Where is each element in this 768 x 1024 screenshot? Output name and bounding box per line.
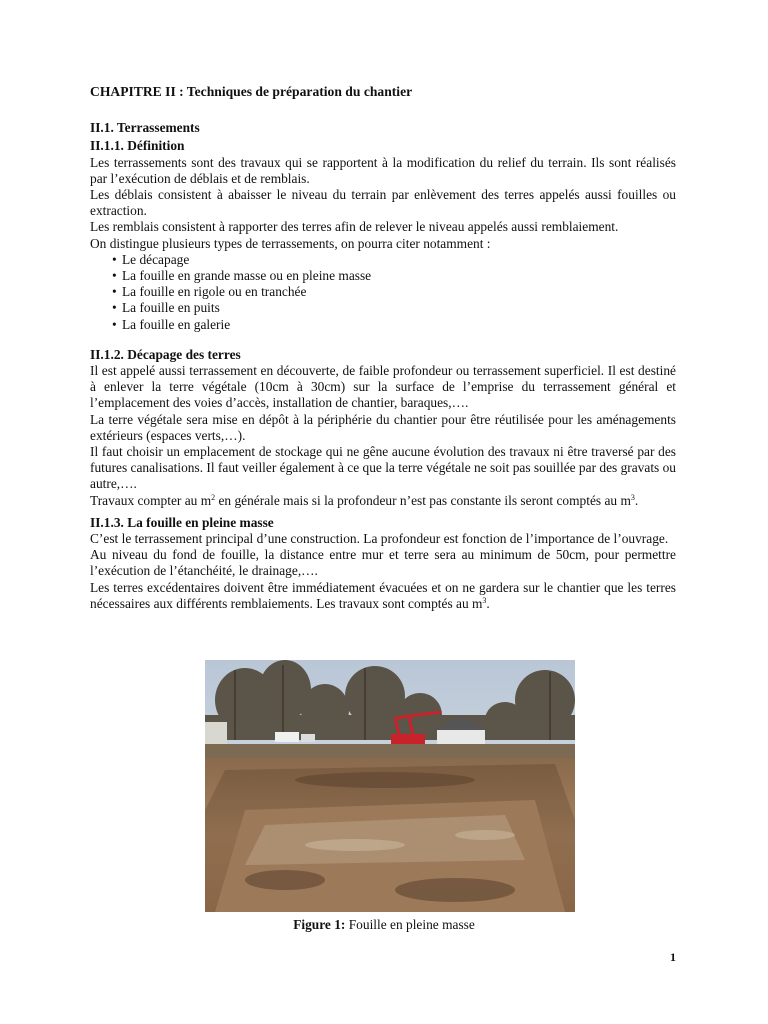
paragraph: Les remblais consistent à rapporter des terres afin de relever le niveau appelés aussi remblaiement. <box>90 219 619 235</box>
paragraph: On distingue plusieurs types de terrassements, on pourra citer notamment : <box>90 235 491 251</box>
document-body <box>90 84 676 612</box>
paragraph: La terre végétale sera mise en dépôt à la périphérie du chantier pour être réutilisée pour les aménagements extérieurs (espaces verts,…). <box>90 411 676 443</box>
figure-caption: Figure 1: Fouille en pleine masse <box>293 917 475 932</box>
terrassement-types-list <box>90 252 676 333</box>
paragraph-units: Les terres excédentaires doivent être immédiatement évacuées et on ne gardera sur le chantier que les terres nécessaires aux différents remblaiements. Les travaux sont comptés au $m^3$. <box>90 579 676 611</box>
list-item: • La fouille en puits <box>112 300 676 316</box>
excavation-photo <box>205 660 575 912</box>
paragraph: Il faut choisir un emplacement de stockage qui ne gêne aucune évolution des travaux ni être traversé par des futures canalisations. Il faut veiller également à ce que la terre végétale ne soit pas souillée par des gravats ou autre,…. <box>90 444 676 492</box>
paragraph: Les terrassements sont des travaux qui se rapportent à la modification du relief du terrain. Ils sont réalisés par l’exécution de déblais et de remblais. <box>90 154 676 186</box>
section-heading-terrassements: II.1. Terrassements <box>90 120 200 136</box>
list-item: • La fouille en grande masse ou en pleine masse <box>112 268 676 284</box>
list-item: • La fouille en galerie <box>112 317 676 333</box>
paragraph: Au niveau du fond de fouille, la distance entre mur et terre sera au minimum de 50cm, pour permettre l’exécution de l’étanchéité, le drainage,…. <box>90 547 676 579</box>
chapter-title: CHAPITRE II : Techniques de préparation du chantier <box>90 84 413 99</box>
subsection-heading-decapage: II.1.2. Décapage des terres <box>90 346 241 362</box>
subsection-heading-definition: II.1.1. Définition <box>90 138 185 154</box>
paragraph: C’est le terrassement principal d’une construction. La profondeur est fonction de l’importance de l’ouvrage. <box>90 531 669 547</box>
subsection-heading-fouille-pleine-masse: II.1.3. La fouille en pleine masse <box>90 514 274 530</box>
paragraph-units: Travaux compter au $m^2$ en générale mais si la profondeur n’est pas constante ils seront comptés au $m^3$. <box>90 492 639 508</box>
list-item: • La fouille en rigole ou en tranchée <box>112 284 676 300</box>
list-item: • Le décapage <box>112 252 676 268</box>
page-number: 1 <box>670 950 676 964</box>
paragraph: Il est appelé aussi terrassement en découverte, de faible profondeur ou terrassement superficiel. Il est destiné à enlever la terre végétale (10cm à 30cm) sur la surface de l’emprise du terrassement général et l’emplacement des voies d’accès, installation de chantier, baraques,…. <box>90 363 676 411</box>
paragraph: Les déblais consistent à abaisser le niveau du terrain par enlèvement des terres appelés aussi fouilles ou extraction. <box>90 187 676 219</box>
